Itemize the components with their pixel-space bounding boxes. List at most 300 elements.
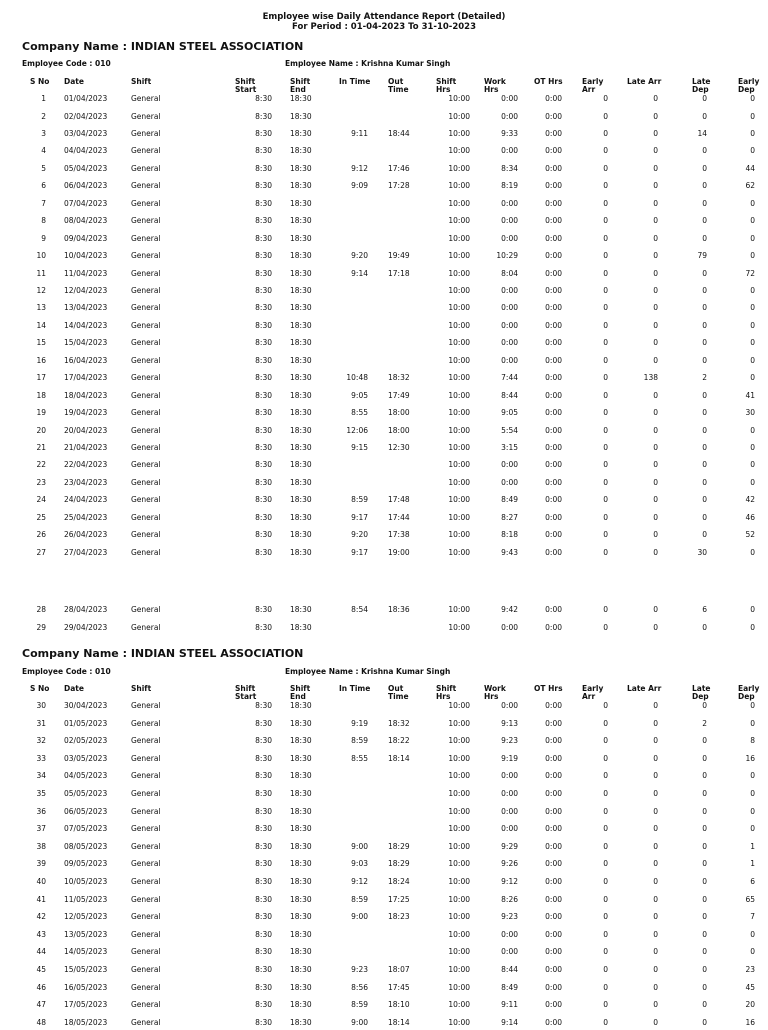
cell-early-dep: 0	[750, 806, 755, 816]
cell-early-dep: 0	[750, 425, 755, 435]
cell-early-arr: 0	[603, 443, 608, 452]
cell-shift-end: 18:30	[290, 789, 312, 798]
cell-shift-hrs: 10:00	[448, 982, 470, 992]
cell-late-dep: 2	[702, 373, 707, 383]
cell-date: 11/04/2023	[64, 268, 108, 278]
cell-shift-start: 8:30	[255, 806, 272, 816]
cell-shift-end: 18:30	[290, 982, 312, 992]
cell-shift: General	[131, 477, 161, 487]
column-header-shift: Shift	[131, 77, 152, 86]
cell-in-time: 8:54	[351, 605, 368, 614]
cell-shift-start: 8:30	[255, 841, 272, 851]
cell-late-dep: 0	[702, 443, 707, 452]
cell-work-hrs: 8:44	[501, 965, 518, 974]
cell-sno: 39	[36, 859, 46, 869]
cell-early-dep: 20	[745, 1000, 755, 1010]
cell-shift-end: 18:30	[290, 622, 312, 632]
cell-date: 10/04/2023	[64, 251, 108, 260]
cell-late-arr: 0	[653, 198, 658, 208]
cell-shift: General	[131, 443, 161, 452]
cell-early-arr: 0	[603, 894, 608, 904]
cell-shift-start: 8:30	[255, 1017, 272, 1027]
cell-late-arr: 0	[653, 477, 658, 487]
table-row	[0, 912, 768, 924]
cell-in-time: 9:12	[351, 163, 368, 173]
cell-ot-hrs: 0:00	[545, 701, 562, 710]
cell-shift: General	[131, 94, 161, 103]
cell-ot-hrs: 0:00	[545, 425, 562, 435]
cell-shift-hrs: 10:00	[448, 736, 470, 746]
cell-early-arr: 0	[603, 622, 608, 632]
cell-ot-hrs: 0:00	[545, 146, 562, 156]
cell-in-time: 9:09	[351, 181, 368, 191]
cell-sno: 26	[36, 530, 46, 540]
cell-late-arr: 0	[653, 216, 658, 226]
cell-shift: General	[131, 859, 161, 869]
cell-shift-hrs: 10:00	[448, 965, 470, 974]
cell-sno: 12	[36, 285, 46, 295]
cell-late-dep: 0	[702, 320, 707, 330]
cell-sno: 18	[36, 390, 46, 400]
table-row	[0, 807, 768, 819]
cell-early-arr: 0	[603, 477, 608, 487]
cell-shift-end: 18:30	[290, 530, 312, 540]
cell-late-arr: 0	[653, 285, 658, 295]
cell-late-dep: 0	[702, 965, 707, 974]
cell-in-time: 9:11	[351, 128, 368, 138]
cell-shift-end: 18:30	[290, 181, 312, 191]
cell-ot-hrs: 0:00	[545, 303, 562, 313]
cell-early-dep: 0	[750, 824, 755, 834]
cell-shift-start: 8:30	[255, 982, 272, 992]
cell-out-time: 17:25	[388, 894, 410, 904]
cell-shift-start: 8:30	[255, 753, 272, 763]
cell-shift: General	[131, 622, 161, 632]
cell-ot-hrs: 0:00	[545, 965, 562, 974]
cell-shift-hrs: 10:00	[448, 912, 470, 922]
cell-out-time: 18:23	[388, 912, 410, 922]
cell-work-hrs: 0:00	[501, 233, 518, 243]
cell-shift-end: 18:30	[290, 268, 312, 278]
cell-ot-hrs: 0:00	[545, 495, 562, 505]
column-header-early-arr: Early Arr	[582, 684, 604, 701]
cell-late-arr: 0	[653, 320, 658, 330]
table-row	[0, 771, 768, 783]
cell-date: 08/05/2023	[64, 841, 108, 851]
cell-shift: General	[131, 841, 161, 851]
cell-shift: General	[131, 198, 161, 208]
column-header-early-dep: Early Dep	[738, 77, 760, 94]
cell-shift-hrs: 10:00	[448, 233, 470, 243]
cell-work-hrs: 9:19	[501, 753, 518, 763]
cell-shift: General	[131, 736, 161, 746]
cell-shift-end: 18:30	[290, 512, 312, 522]
cell-shift: General	[131, 771, 161, 781]
cell-shift-end: 18:30	[290, 355, 312, 365]
cell-ot-hrs: 0:00	[545, 753, 562, 763]
column-header-out-time: Out Time	[388, 77, 409, 94]
cell-work-hrs: 0:00	[501, 285, 518, 295]
column-header-sno: S No	[30, 77, 50, 86]
cell-early-arr: 0	[603, 789, 608, 798]
cell-shift: General	[131, 701, 161, 710]
cell-early-arr: 0	[603, 285, 608, 295]
cell-shift-start: 8:30	[255, 736, 272, 746]
cell-early-dep: 16	[745, 753, 755, 763]
cell-date: 03/04/2023	[64, 128, 108, 138]
cell-shift-start: 8:30	[255, 233, 272, 243]
cell-shift-start: 8:30	[255, 859, 272, 869]
cell-shift-start: 8:30	[255, 1000, 272, 1010]
cell-shift-hrs: 10:00	[448, 718, 470, 728]
cell-shift: General	[131, 163, 161, 173]
cell-shift-hrs: 10:00	[448, 1017, 470, 1027]
cell-sno: 36	[36, 806, 46, 816]
cell-out-time: 17:49	[388, 390, 410, 400]
cell-late-dep: 0	[702, 877, 707, 886]
cell-shift-hrs: 10:00	[448, 929, 470, 939]
cell-work-hrs: 0:00	[501, 303, 518, 313]
cell-shift-hrs: 10:00	[448, 443, 470, 452]
cell-shift: General	[131, 530, 161, 540]
cell-ot-hrs: 0:00	[545, 718, 562, 728]
cell-shift: General	[131, 146, 161, 156]
cell-shift-end: 18:30	[290, 894, 312, 904]
cell-date: 11/05/2023	[64, 894, 108, 904]
cell-work-hrs: 8:49	[501, 982, 518, 992]
cell-shift-end: 18:30	[290, 198, 312, 208]
cell-sno: 38	[36, 841, 46, 851]
cell-sno: 16	[36, 355, 46, 365]
cell-work-hrs: 0:00	[501, 216, 518, 226]
table-row	[0, 216, 768, 228]
cell-late-dep: 0	[702, 789, 707, 798]
cell-late-dep: 0	[702, 530, 707, 540]
cell-sno: 1	[41, 94, 46, 103]
cell-date: 21/04/2023	[64, 443, 108, 452]
table-row	[0, 1000, 768, 1012]
cell-shift: General	[131, 216, 161, 226]
cell-shift-hrs: 10:00	[448, 495, 470, 505]
cell-shift-start: 8:30	[255, 268, 272, 278]
table-row	[0, 824, 768, 836]
cell-early-arr: 0	[603, 965, 608, 974]
cell-late-arr: 0	[653, 512, 658, 522]
cell-out-time: 18:36	[388, 605, 410, 614]
cell-out-time: 17:18	[388, 268, 410, 278]
cell-shift-hrs: 10:00	[448, 128, 470, 138]
cell-work-hrs: 9:23	[501, 736, 518, 746]
cell-date: 06/04/2023	[64, 181, 108, 191]
cell-work-hrs: 9:29	[501, 841, 518, 851]
cell-shift-hrs: 10:00	[448, 198, 470, 208]
cell-early-arr: 0	[603, 216, 608, 226]
cell-out-time: 18:22	[388, 736, 410, 746]
cell-shift-hrs: 10:00	[448, 806, 470, 816]
cell-ot-hrs: 0:00	[545, 390, 562, 400]
column-header-late-dep: Late Dep	[692, 77, 711, 94]
cell-sno: 28	[36, 605, 46, 614]
cell-early-dep: 0	[750, 443, 755, 452]
cell-shift-end: 18:30	[290, 111, 312, 121]
cell-out-time: 12:30	[388, 443, 410, 452]
cell-in-time: 8:55	[351, 753, 368, 763]
cell-early-dep: 0	[750, 320, 755, 330]
cell-early-arr: 0	[603, 718, 608, 728]
cell-shift-hrs: 10:00	[448, 841, 470, 851]
table-row	[0, 530, 768, 542]
cell-early-dep: 46	[745, 512, 755, 522]
cell-late-dep: 2	[702, 718, 707, 728]
cell-late-dep: 0	[702, 268, 707, 278]
column-header-in-time: In Time	[339, 77, 371, 86]
cell-shift-hrs: 10:00	[448, 753, 470, 763]
cell-shift-start: 8:30	[255, 251, 272, 260]
cell-late-dep: 0	[702, 460, 707, 470]
cell-date: 19/04/2023	[64, 408, 108, 418]
cell-work-hrs: 8:34	[501, 163, 518, 173]
cell-early-dep: 0	[750, 355, 755, 365]
cell-work-hrs: 10:29	[496, 251, 518, 260]
cell-sno: 20	[36, 425, 46, 435]
cell-ot-hrs: 0:00	[545, 128, 562, 138]
cell-shift: General	[131, 1017, 161, 1027]
cell-date: 01/05/2023	[64, 718, 108, 728]
report-period: For Period : 01-04-2023 To 31-10-2023	[292, 22, 476, 32]
cell-early-dep: 0	[750, 94, 755, 103]
cell-date: 07/04/2023	[64, 198, 108, 208]
cell-sno: 4	[41, 146, 46, 156]
employee-code: Employee Code : 010	[22, 59, 111, 68]
cell-late-arr: 0	[653, 789, 658, 798]
cell-late-dep: 0	[702, 701, 707, 710]
cell-ot-hrs: 0:00	[545, 338, 562, 348]
cell-out-time: 18:14	[388, 1017, 410, 1027]
cell-date: 24/04/2023	[64, 495, 108, 505]
cell-shift-end: 18:30	[290, 128, 312, 138]
cell-work-hrs: 0:00	[501, 929, 518, 939]
cell-out-time: 17:44	[388, 512, 410, 522]
cell-sno: 22	[36, 460, 46, 470]
table-row	[0, 495, 768, 507]
cell-shift-hrs: 10:00	[448, 285, 470, 295]
cell-ot-hrs: 0:00	[545, 408, 562, 418]
cell-shift-hrs: 10:00	[448, 894, 470, 904]
cell-late-dep: 6	[702, 605, 707, 614]
cell-date: 02/04/2023	[64, 111, 108, 121]
cell-date: 12/05/2023	[64, 912, 108, 922]
cell-shift: General	[131, 965, 161, 974]
column-header-shift-end: Shift End	[290, 684, 311, 701]
table-row	[0, 181, 768, 193]
cell-shift-end: 18:30	[290, 965, 312, 974]
column-header-ot-hrs: OT Hrs	[534, 684, 563, 693]
cell-shift-end: 18:30	[290, 841, 312, 851]
cell-out-time: 18:24	[388, 877, 410, 886]
cell-sno: 21	[36, 443, 46, 452]
table-row	[0, 338, 768, 350]
cell-late-arr: 0	[653, 859, 658, 869]
cell-in-time: 9:17	[351, 547, 368, 557]
cell-shift-end: 18:30	[290, 1017, 312, 1027]
cell-sno: 30	[36, 701, 46, 710]
cell-ot-hrs: 0:00	[545, 771, 562, 781]
cell-date: 10/05/2023	[64, 877, 108, 886]
table-row	[0, 859, 768, 871]
cell-shift-start: 8:30	[255, 181, 272, 191]
cell-shift-start: 8:30	[255, 425, 272, 435]
cell-shift-start: 8:30	[255, 947, 272, 957]
cell-shift-start: 8:30	[255, 701, 272, 710]
cell-out-time: 18:00	[388, 408, 410, 418]
cell-ot-hrs: 0:00	[545, 859, 562, 869]
cell-shift: General	[131, 824, 161, 834]
cell-shift-start: 8:30	[255, 320, 272, 330]
table-row	[0, 965, 768, 977]
cell-in-time: 9:03	[351, 859, 368, 869]
company-name: Company Name : INDIAN STEEL ASSOCIATION	[22, 40, 304, 53]
cell-early-arr: 0	[603, 912, 608, 922]
cell-shift-hrs: 10:00	[448, 303, 470, 313]
cell-late-dep: 30	[697, 547, 707, 557]
cell-ot-hrs: 0:00	[545, 216, 562, 226]
cell-late-dep: 0	[702, 841, 707, 851]
cell-out-time: 18:44	[388, 128, 410, 138]
cell-shift-start: 8:30	[255, 530, 272, 540]
cell-out-time: 18:07	[388, 965, 410, 974]
cell-ot-hrs: 0:00	[545, 198, 562, 208]
cell-date: 09/04/2023	[64, 233, 108, 243]
company-name: Company Name : INDIAN STEEL ASSOCIATION	[22, 647, 304, 660]
cell-shift-start: 8:30	[255, 146, 272, 156]
cell-late-arr: 0	[653, 718, 658, 728]
cell-shift: General	[131, 789, 161, 798]
cell-shift-end: 18:30	[290, 824, 312, 834]
cell-date: 25/04/2023	[64, 512, 108, 522]
cell-work-hrs: 8:19	[501, 181, 518, 191]
cell-shift-end: 18:30	[290, 859, 312, 869]
cell-shift-start: 8:30	[255, 622, 272, 632]
cell-early-arr: 0	[603, 947, 608, 957]
cell-shift-start: 8:30	[255, 128, 272, 138]
cell-late-arr: 0	[653, 251, 658, 260]
cell-shift-hrs: 10:00	[448, 163, 470, 173]
cell-shift-start: 8:30	[255, 547, 272, 557]
cell-shift: General	[131, 111, 161, 121]
report-title: Employee wise Daily Attendance Report (Detailed)	[262, 12, 506, 22]
cell-shift-start: 8:30	[255, 408, 272, 418]
cell-shift: General	[131, 605, 161, 614]
cell-sno: 25	[36, 512, 46, 522]
cell-shift-start: 8:30	[255, 877, 272, 886]
cell-early-arr: 0	[603, 547, 608, 557]
cell-ot-hrs: 0:00	[545, 622, 562, 632]
cell-late-arr: 0	[653, 495, 658, 505]
cell-sno: 45	[36, 965, 46, 974]
column-header-early-dep: Early Dep	[738, 684, 760, 701]
cell-ot-hrs: 0:00	[545, 251, 562, 260]
cell-shift: General	[131, 128, 161, 138]
cell-early-arr: 0	[603, 111, 608, 121]
cell-work-hrs: 0:00	[501, 771, 518, 781]
cell-late-arr: 0	[653, 111, 658, 121]
cell-shift: General	[131, 303, 161, 313]
employee-code: Employee Code : 010	[22, 667, 111, 676]
cell-date: 04/04/2023	[64, 146, 108, 156]
cell-early-dep: 0	[750, 303, 755, 313]
cell-sno: 27	[36, 547, 46, 557]
cell-late-dep: 0	[702, 146, 707, 156]
cell-shift-start: 8:30	[255, 495, 272, 505]
cell-shift-hrs: 10:00	[448, 216, 470, 226]
cell-early-arr: 0	[603, 460, 608, 470]
cell-shift-end: 18:30	[290, 806, 312, 816]
cell-shift-end: 18:30	[290, 216, 312, 226]
cell-out-time: 18:32	[388, 373, 410, 383]
column-header-in-time: In Time	[339, 684, 371, 693]
cell-sno: 35	[36, 789, 46, 798]
cell-shift-end: 18:30	[290, 495, 312, 505]
cell-shift-end: 18:30	[290, 701, 312, 710]
cell-late-arr: 0	[653, 912, 658, 922]
cell-ot-hrs: 0:00	[545, 547, 562, 557]
cell-work-hrs: 9:13	[501, 718, 518, 728]
cell-in-time: 8:59	[351, 495, 368, 505]
cell-sno: 33	[36, 753, 46, 763]
cell-early-dep: 62	[745, 181, 755, 191]
cell-shift-end: 18:30	[290, 94, 312, 103]
cell-shift-end: 18:30	[290, 929, 312, 939]
cell-late-dep: 0	[702, 806, 707, 816]
cell-shift-hrs: 10:00	[448, 859, 470, 869]
table-row	[0, 356, 768, 368]
cell-work-hrs: 0:00	[501, 701, 518, 710]
cell-ot-hrs: 0:00	[545, 268, 562, 278]
cell-late-dep: 0	[702, 1017, 707, 1027]
cell-date: 18/04/2023	[64, 390, 108, 400]
cell-work-hrs: 0:00	[501, 111, 518, 121]
cell-shift-end: 18:30	[290, 477, 312, 487]
table-row	[0, 719, 768, 731]
cell-early-arr: 0	[603, 605, 608, 614]
cell-date: 01/04/2023	[64, 94, 108, 103]
cell-shift-start: 8:30	[255, 789, 272, 798]
cell-shift: General	[131, 1000, 161, 1010]
cell-sno: 46	[36, 982, 46, 992]
cell-ot-hrs: 0:00	[545, 355, 562, 365]
cell-early-dep: 45	[745, 982, 755, 992]
cell-work-hrs: 9:12	[501, 877, 518, 886]
cell-work-hrs: 9:43	[501, 547, 518, 557]
cell-early-arr: 0	[603, 163, 608, 173]
cell-shift-start: 8:30	[255, 894, 272, 904]
cell-date: 18/05/2023	[64, 1017, 108, 1027]
cell-shift-end: 18:30	[290, 877, 312, 886]
cell-work-hrs: 3:15	[501, 443, 518, 452]
cell-out-time: 18:14	[388, 753, 410, 763]
cell-shift-start: 8:30	[255, 163, 272, 173]
cell-late-dep: 0	[702, 303, 707, 313]
column-header-late-arr: Late Arr	[627, 77, 662, 86]
cell-ot-hrs: 0:00	[545, 605, 562, 614]
cell-date: 06/05/2023	[64, 806, 108, 816]
cell-early-arr: 0	[603, 753, 608, 763]
table-row	[0, 251, 768, 263]
cell-sno: 40	[36, 877, 46, 886]
cell-late-arr: 0	[653, 408, 658, 418]
cell-in-time: 8:56	[351, 982, 368, 992]
cell-date: 13/04/2023	[64, 303, 108, 313]
